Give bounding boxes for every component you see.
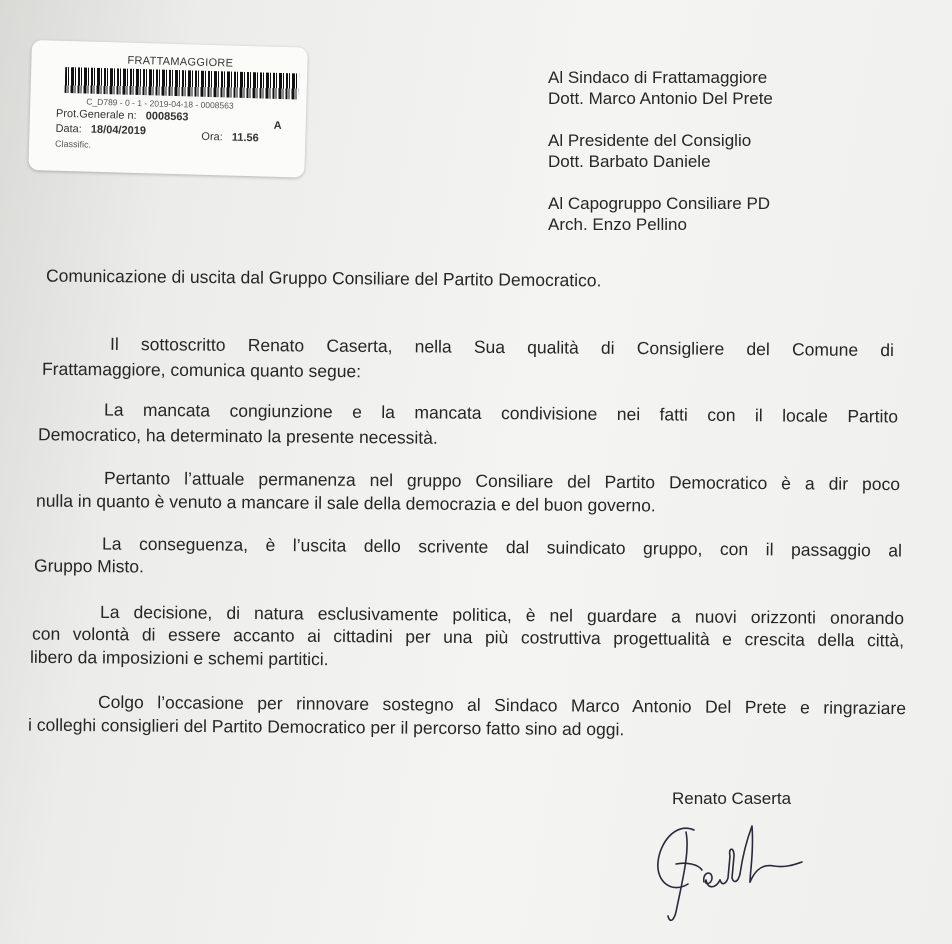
barcode [65,67,300,100]
stamp-date [55,123,146,138]
stamp-protocol [56,108,189,124]
paragraph-line: con volontà di essere accanto ai cittadini per una più costruttiva progettualità e crescita della città, [31,623,905,651]
paragraph-line: Democratico, ha determinato la presente necessità. [37,424,438,448]
paragraph-line: i colleghi consiglieri del Partito Democratico per il percorso fatto sino ad oggi. [27,714,625,740]
paragraph-line: Colgo l’occasione per rinnovare sostegno al Sindaco Marco Antonio Del Prete e ringraziare [97,691,907,719]
recipient-mayor [548,67,773,109]
stamp-time [201,131,259,145]
paragraph-line: libero da imposizioni e schemi partitici. [29,646,329,670]
protocol-stamp [28,40,308,178]
stamp-classification: Classific. [54,138,92,150]
stamp-code: C_D789 - 0 - 1 - 2019-04-18 - 0008563 [86,96,234,111]
paragraph-line: nulla in quanto è venuto a mancare il sale della democrazia e del buon governo. [35,490,656,516]
handwritten-signature [646,812,816,932]
recipient-line: Arch. Enzo Pellino [548,215,687,234]
protocol-letter: A [273,119,282,133]
protocol-number: 0008563 [145,110,189,124]
recipient-president [548,130,751,172]
date-value: 18/04/2019 [90,123,147,138]
stamp-town: FRATTAMAGGIORE [127,54,234,70]
paragraph-line: La mancata congiunzione e la mancata condivisione nei fatti con il locale Partito [103,399,899,427]
paragraph-line: Gruppo Misto. [33,555,144,577]
paragraph-line: Pertanto l’attuale permanenza nel gruppo Consiliare del Partito Democratico è a dir poco [103,467,901,495]
recipient-line: Al Capogruppo Consiliare PD [548,194,771,213]
recipient-line: Dott. Barbato Daniele [548,152,711,171]
time-value: 11.56 [231,131,259,145]
time-label: Ora: [201,130,223,144]
signer-name: Renato Caserta [672,789,792,808]
paragraph-line: La decisione, di natura esclusivamente politica, è nel guardare a nuovi orizzonti onorando [99,601,905,629]
recipient-group-leader [548,193,770,235]
date-label: Data: [55,122,82,136]
subject-line: Comunicazione di uscita dal Gruppo Consiliare del Partito Democratico. [45,265,602,291]
recipient-line: Al Sindaco di Frattamaggiore [548,68,768,87]
recipient-line: Al Presidente del Consiglio [548,131,752,150]
recipient-line: Dott. Marco Antonio Del Prete [548,89,773,108]
paragraph-line: Il sottoscritto Renato Caserta, nella Sua qualità di Consigliere del Comune di [109,333,895,361]
paragraph-line: Frattamaggiore, comunica quanto segue: [41,358,362,382]
protocol-label: Prot.Generale n: [55,107,137,122]
paragraph-line: La conseguenza, è l’uscita dello scrivente dal suindicato gruppo, con il passaggio al [101,533,903,561]
